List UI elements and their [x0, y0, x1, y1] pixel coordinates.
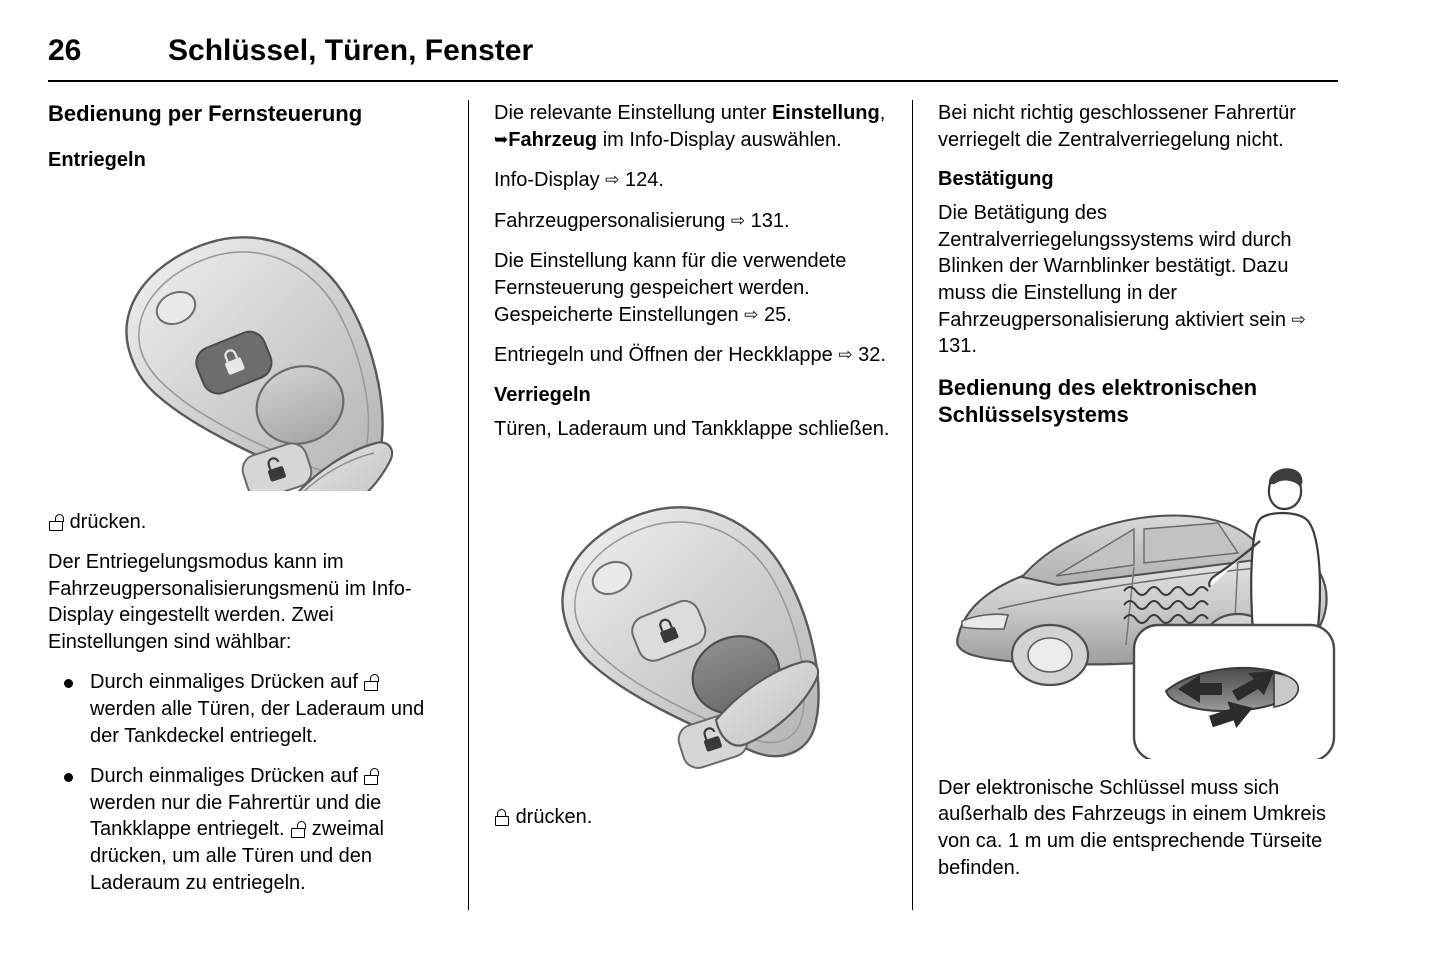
unlock-icon — [364, 768, 378, 785]
lock-instruction: Türen, Laderaum und Tankklappe schließen. — [494, 417, 890, 440]
section-heading-remote-control: Bedienung per Fernsteuerung — [48, 101, 363, 126]
menu-name-fahrzeug: Fahrzeug — [508, 128, 598, 151]
saved-settings-paragraph: Die Einstellung kann für die verwendete Fernsteuerung gespeichert werden. Gespeicherte Einstellungen ⇨ 25. — [494, 250, 847, 326]
page-number: 26 — [48, 34, 82, 67]
column-divider-1 — [468, 100, 469, 910]
column-3 — [938, 100, 1338, 895]
unlock-icon — [291, 821, 305, 838]
confirmation-paragraph: Die Betätigung des Zentralverriegelungssystems wird durch Blinken der Warnblinker bestätigt. Dazu muss die Einstellung in der Fahrzeugpersonalisierung aktiviert sein ⇨ 131. — [938, 202, 1306, 358]
unlock-icon — [49, 514, 63, 531]
fob-unlock-caption: drücken. — [48, 509, 448, 536]
page-title: Schlüssel, Türen, Fenster — [168, 34, 534, 67]
subheading-electronic-key-system: Bedienung des elektronischen Schlüsselsystems — [938, 374, 1258, 428]
menu-name-einstellung: Einstellung — [771, 102, 880, 124]
column-1 — [48, 100, 448, 910]
fob-lock-caption: drücken. — [494, 804, 894, 831]
subheading-confirmation: Bestätigung — [938, 168, 1054, 191]
setting-path-paragraph: Die relevante Einstellung unter Einstellung, ➥Fahrzeug im Info-Display auswählen. — [494, 102, 886, 151]
menu-arrow-icon: ➥ — [494, 129, 509, 149]
door-not-closed-paragraph: Bei nicht richtig geschlossener Fahrertür verriegelt die Zentralverriegelung nicht. — [938, 102, 1296, 151]
header-divider — [48, 80, 1338, 82]
list-item: Durch einmaliges Drücken auf werden nur die Fahrertür und die Tankklappe entriegelt. zweimal drücken, um alle Türen und den Laderaum zu entriegeln. — [48, 763, 448, 896]
reference-arrow-icon: ⇨ — [838, 345, 853, 365]
page-header — [48, 34, 1338, 82]
subheading-unlock: Entriegeln — [48, 148, 146, 171]
info-display-reference: Info-Display ⇨ 124. — [494, 169, 664, 192]
electronic-key-illustration — [938, 449, 1338, 759]
reference-arrow-icon: ⇨ — [1291, 309, 1306, 329]
list-item: Durch einmaliges Drücken auf werden alle Türen, der Laderaum und der Tankdeckel entriegelt. — [48, 669, 448, 749]
tailgate-reference: Entriegeln und Öffnen der Heckklappe ⇨ 32. — [494, 344, 886, 367]
reference-arrow-icon: ⇨ — [605, 170, 620, 190]
unlock-icon — [364, 674, 378, 691]
column-divider-2 — [912, 100, 913, 910]
personalisation-reference: Fahrzeugpersonalisierung ⇨ 131. — [494, 209, 790, 232]
unlock-mode-paragraph: Der Entriegelungsmodus kann im Fahrzeugpersonalisierungsmenü im Info-Display eingestellt werden. Zwei Einstellungen sind wählbar: — [48, 551, 412, 653]
reference-arrow-icon: ⇨ — [744, 304, 759, 324]
reference-arrow-icon: ⇨ — [730, 210, 746, 230]
subheading-lock: Verriegeln — [494, 383, 591, 406]
unlock-options-list — [48, 669, 448, 896]
column-2 — [494, 100, 894, 845]
electronic-key-range-paragraph: Der elektronische Schlüssel muss sich außerhalb des Fahrzeugs in einem Umkreis von ca. 1 m um die entsprechende Türseite befinden. — [938, 776, 1326, 879]
lock-icon — [495, 809, 509, 826]
key-fob-unlock-illustration — [48, 181, 448, 491]
key-fob-lock-illustration — [494, 456, 894, 786]
